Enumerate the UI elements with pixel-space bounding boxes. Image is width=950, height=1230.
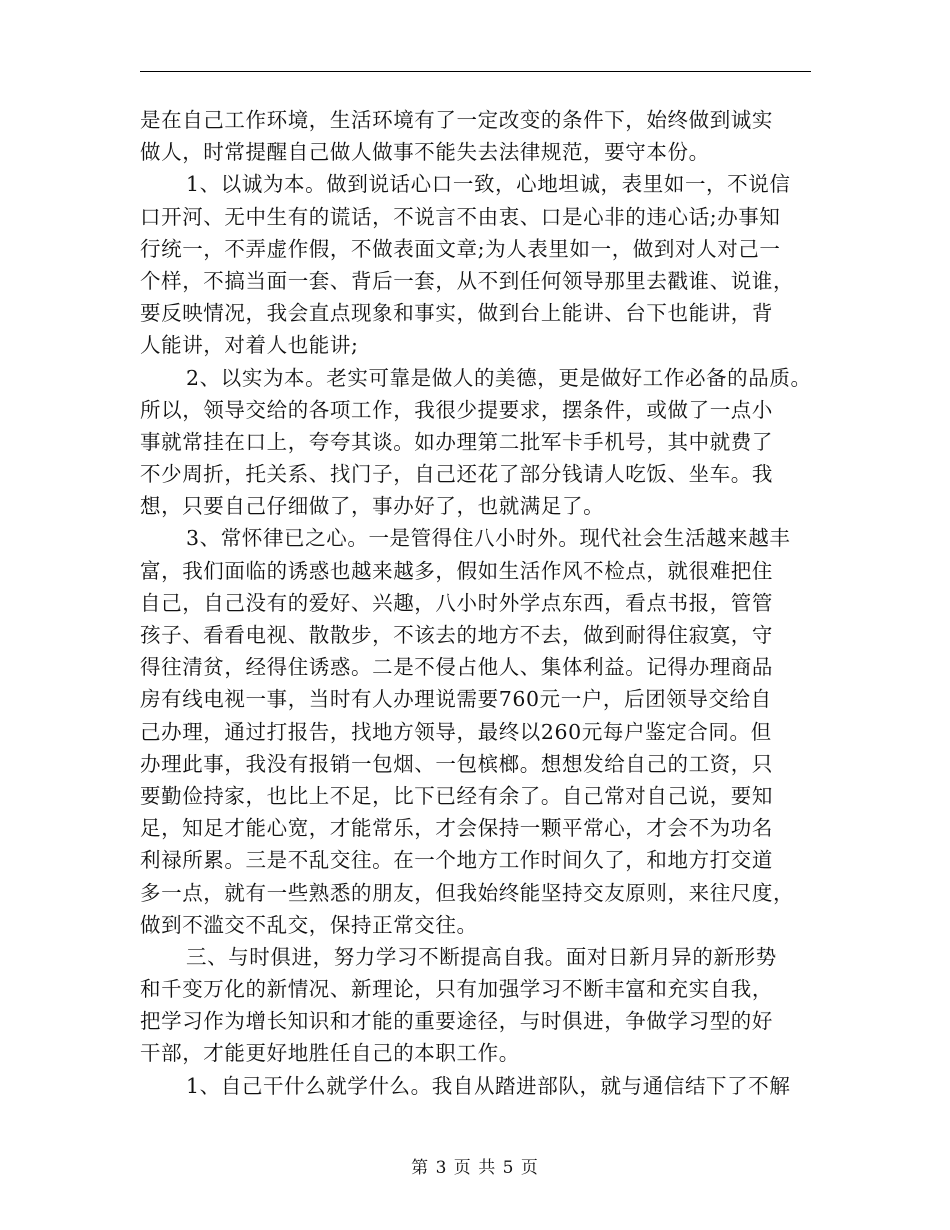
text-line: 把学习作为增长知识和才能的重要途径，与时俱进，争做学习型的好 [140,1009,773,1034]
text-line: 所以，领导交给的各项工作，我很少提要求，摆条件，或做了一点小 [140,397,773,422]
text-line: 得往清贫，经得住诱惑。二是不侵占他人、集体利益。记得办理商品 [140,655,773,680]
text-line: 不少周折，托关系、找门子，自己还花了部分钱请人吃饭、坐车。我 [140,462,773,487]
text-line: 己办理，通过打报告，找地方领导，最终以260元每户鉴定合同。但 [140,719,772,744]
text-line: 和千变万化的新情况、新理论，只有加强学习不断丰富和充实自我， [140,977,773,1002]
text-line: 想，只要自己仔细做了，事办好了，也就满足了。 [140,494,605,519]
text-line: 孩子、看看电视、散散步，不该去的地方不去，做到耐得住寂寞，守 [140,623,773,647]
text-line: 1、以诚为本。做到说话心口一致，心地坦诚，表里如一，不说信 [186,172,791,197]
text-line: 事就常挂在口上，夸夸其谈。如办理第二批军卡手机号，其中就费了 [140,429,773,454]
text-line: 富，我们面临的诱惑也越来越多，假如生活作风不检点，就很难把住 [140,558,773,583]
text-line: 行统一，不弄虚作假，不做表面文章;为人表里如一，做到对人对己一 [140,236,781,261]
text-line: 三、与时俱进，努力学习不断提高自我。面对日新月异的新形势 [186,944,777,969]
text-line: 足，知足才能心宽，才能常乐，才会保持一颗平常心，才会不为功名 [140,816,773,841]
text-line: 个样，不搞当面一套、背后一套，从不到任何领导那里去戳谁、说谁， [140,268,795,293]
text-line: 人能讲，对着人也能讲; [140,333,359,358]
text-line: 自己，自己没有的爱好、兴趣，八小时外学点东西，看点书报，管管 [140,590,773,615]
text-line: 干部，才能更好地胜任自己的本职工作。 [140,1041,520,1066]
page-footer: 第 3 页 共 5 页 [411,1158,539,1178]
text-line: 办理此事，我没有报销一包烟、一包槟榔。想想发给自己的工资，只 [140,751,773,776]
text-line: 2、以实为本。老实可靠是做人的美德，更是做好工作必备的品质。 [186,365,812,390]
text-line: 口开河、无中生有的谎话，不说言不由衷、口是心非的违心话;办事知 [140,204,781,229]
text-line: 1、自己干什么就学什么。我自从踏进部队，就与通信结下了不解 [186,1073,791,1098]
body-text [140,104,820,1102]
text-line: 利禄所累。三是不乱交往。在一个地方工作时间久了，和地方打交道 [140,848,773,873]
text-line: 做人，时常提醒自己做人做事不能失去法律规范，要守本份。 [140,140,710,165]
text-line: 房有线电视一事，当时有人办理说需要760元一户，后团领导交给自 [140,687,772,712]
text-line: 3、常怀律已之心。一是管得住八小时外。现代社会生活越来越丰 [186,526,791,551]
text-line: 是在自己工作环境，生活环境有了一定改变的条件下，始终做到诚实 [140,108,773,132]
text-line: 多一点，就有一些熟悉的朋友，但我始终能坚持交友原则，来往尺度， [140,880,795,905]
text-line: 做到不滥交不乱交，保持正常交往。 [140,912,478,937]
text-line: 要反映情况，我会直点现象和事实，做到台上能讲、台下也能讲，背 [140,301,773,326]
text-line: 要勤俭持家，也比上不足，比下已经有余了。自己常对自己说，要知 [140,783,773,808]
header-rule [140,71,811,72]
